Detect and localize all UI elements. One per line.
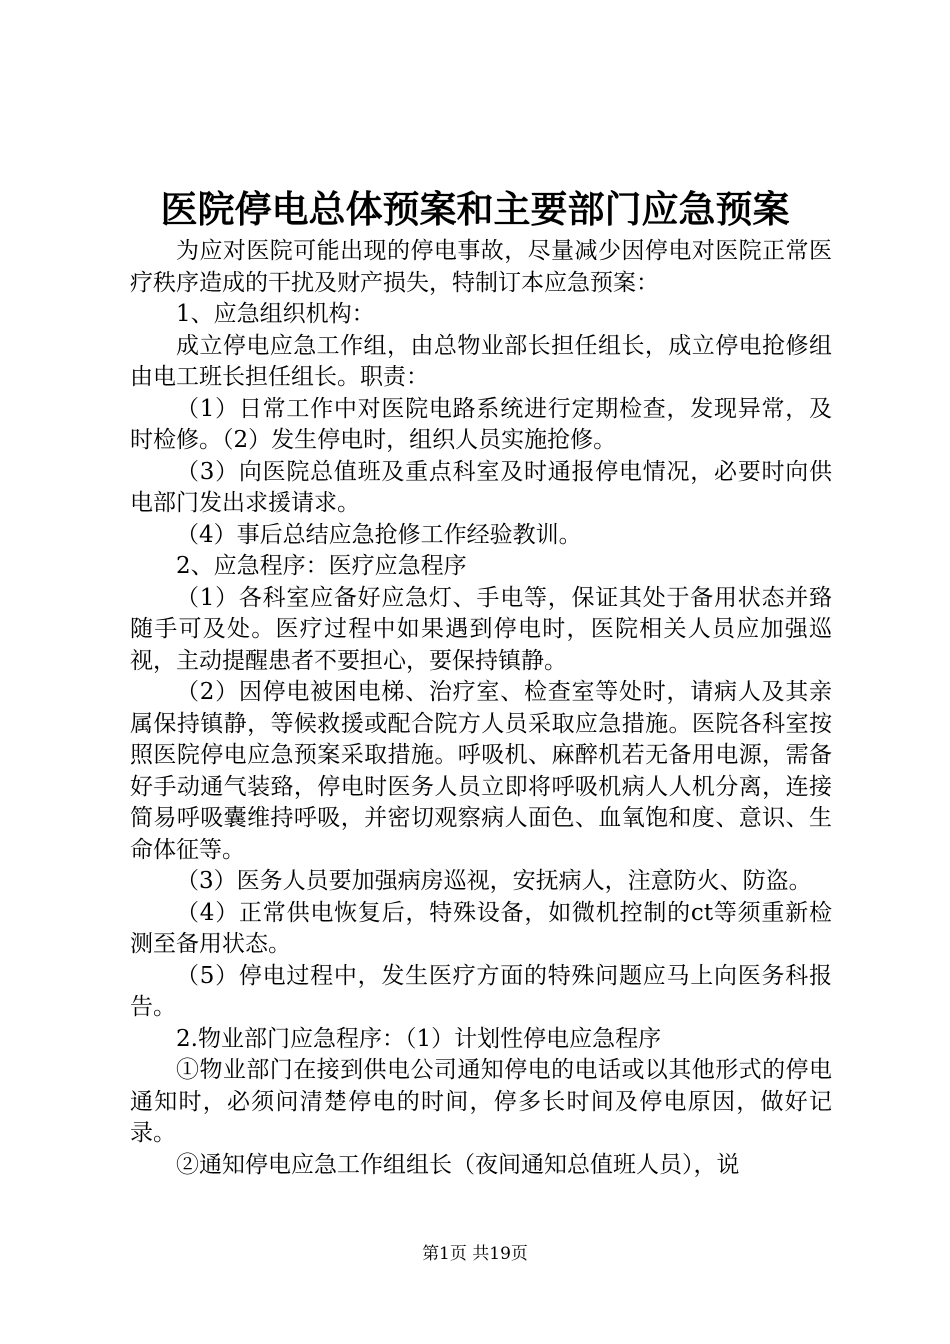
page-number-footer: 第1页 共19页 xyxy=(422,1244,528,1264)
paragraph: （4）正常供电恢复后，特殊设备，如微机控制的ct等须重新检测至备用状态。 xyxy=(130,899,832,957)
paragraph: ②通知停电应急工作组组长（夜间通知总值班人员），说 xyxy=(176,1151,740,1178)
paragraph: （2）因停电被困电梯、治疗室、检查室等处时，请病人及其亲属保持镇静，等候救援或配合院方人员采取应急措施。医院各科室按照医院停电应急预案采取措施。呼吸机、麻醉机若无备用电源，需备好手动通气装臵，停电时医务人员立即将呼吸机病人人机分离，连接简易呼吸囊维持呼吸，并密切观察病人面色、血氧饱和度、意识、生命体征等。 xyxy=(130,679,832,863)
paragraph: （3）医务人员要加强病房巡视，安抚病人，注意防火、防盗。 xyxy=(176,868,812,894)
document-body xyxy=(130,236,832,1181)
paragraph: （4）事后总结应急抢修工作经验教训。 xyxy=(176,521,582,548)
document-title: 医院停电总体预案和主要部门应急预案 xyxy=(160,187,790,231)
paragraph: 成立停电应急工作组，由总物业部长担任组长，成立停电抢修组由电工班长担任组长。职责： xyxy=(130,332,832,390)
paragraph: 2、应急程序：医疗应急程序 xyxy=(176,553,467,579)
paragraph: 为应对医院可能出现的停电事故，尽量减少因停电对医院正常医疗秩序造成的干扰及财产损失，特制订本应急预案： xyxy=(130,238,832,296)
paragraph: （3）向医院总值班及重点科室及时通报停电情况，必要时向供电部门发出求援请求。 xyxy=(130,458,832,516)
paragraph: 2.物业部门应急程序：（1）计划性停电应急程序 xyxy=(176,1025,662,1052)
paragraph: （1）日常工作中对医院电路系统进行定期检查，发现异常，及时检修。（2）发生停电时，组织人员实施抢修。 xyxy=(130,395,832,453)
paragraph: （1）各科室应备好应急灯、手电等，保证其处于备用状态并臵随手可及处。医疗过程中如果遇到停电时，医院相关人员应加强巡视，主动提醒患者不要担心，要保持镇静。 xyxy=(130,584,832,674)
paragraph: ①物业部门在接到供电公司通知停电的电话或以其他形式的停电通知时，必须问清楚停电的时间，停多长时间及停电原因，做好记录。 xyxy=(130,1057,832,1146)
paragraph: 1、应急组织机构： xyxy=(176,301,375,327)
paragraph: （5）停电过程中，发生医疗方面的特殊问题应马上向医务科报告。 xyxy=(130,962,832,1020)
